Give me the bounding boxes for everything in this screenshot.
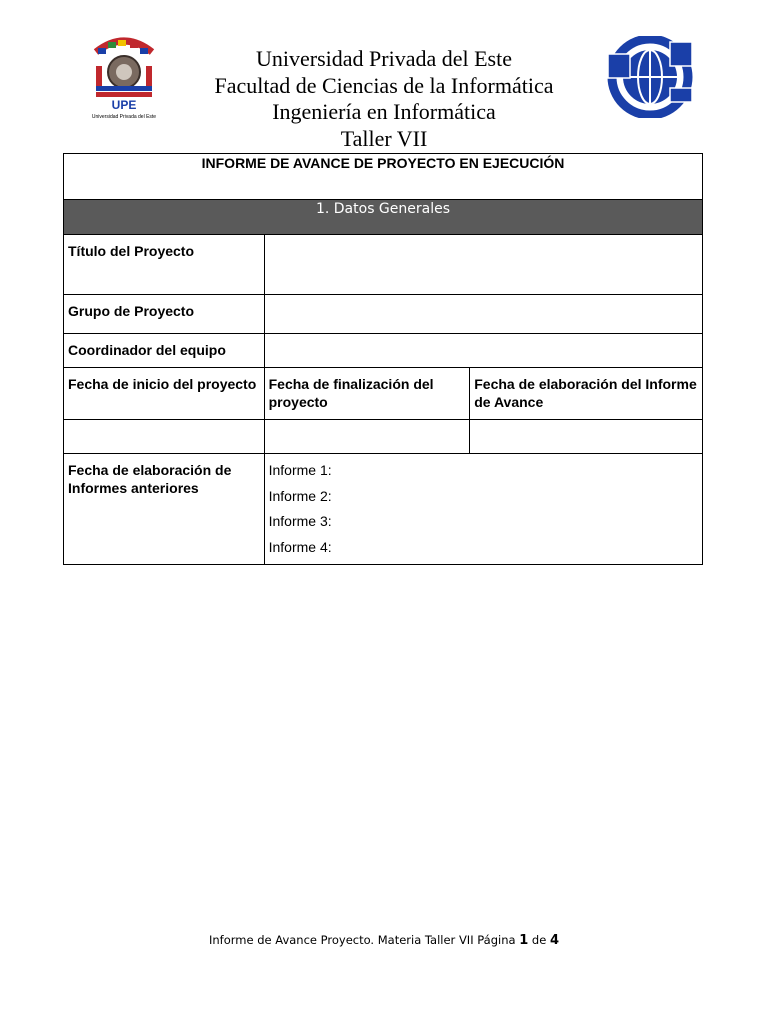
logo-subtitle: Universidad Privada del Este [91, 114, 157, 120]
course-name: Taller VII [340, 125, 428, 151]
university-name: Universidad Privada del Este [256, 46, 512, 71]
report-date-field[interactable] [470, 420, 703, 454]
page-total: 4 [549, 933, 559, 948]
progress-report-table [63, 153, 703, 565]
start-date-label: Fecha de inicio del proyecto [64, 368, 265, 420]
previous-report-2[interactable]: Informe 2: [268, 487, 332, 504]
project-title-label: Título del Proyecto [64, 235, 265, 295]
end-date-field[interactable] [264, 420, 470, 454]
project-group-label: Grupo de Proyecto [64, 295, 265, 334]
report-date-label: Fecha de elaboración del Informe de Avance [470, 368, 703, 420]
footer-of: de [531, 933, 547, 947]
start-date-field[interactable] [64, 420, 265, 454]
end-date-label: Fecha de finalización del proyecto [264, 368, 470, 420]
team-coordinator-field[interactable] [264, 334, 702, 368]
footer-text: Informe de Avance Proyecto. Materia Taller VII Página [209, 933, 516, 947]
project-group-field[interactable] [264, 295, 702, 334]
previous-reports-list[interactable] [264, 454, 702, 565]
faculty-name: Facultad de Ciencias de la Informática [214, 72, 554, 98]
logo-acronym: UPE [111, 98, 137, 112]
team-coordinator-label: Coordinador del equipo [64, 334, 265, 368]
report-title: INFORME DE AVANCE DE PROYECTO EN EJECUCIÓN [64, 154, 703, 200]
institution-header [160, 46, 608, 152]
previous-report-1[interactable]: Informe 1: [268, 462, 332, 478]
previous-report-3[interactable]: Informe 3: [268, 513, 332, 529]
section-heading: 1. Datos Generales [64, 200, 703, 235]
previous-reports-label: Fecha de elaboración de Informes anteriores [64, 454, 265, 565]
page-number: 1 [519, 933, 529, 948]
previous-report-4[interactable]: Informe 4: [268, 538, 332, 555]
university-crest-logo [86, 30, 162, 124]
page-footer [0, 933, 768, 948]
project-title-field[interactable] [264, 235, 702, 295]
degree-name: Ingeniería en Informática [272, 99, 496, 124]
faculty-logo [604, 36, 696, 118]
